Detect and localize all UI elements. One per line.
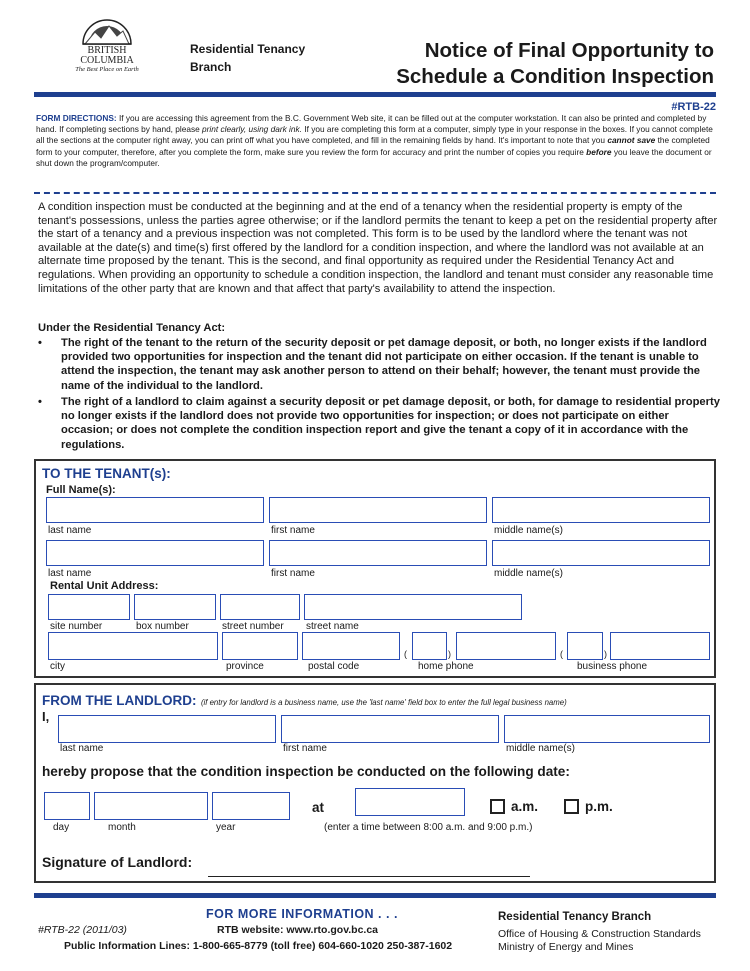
box-number-caption: box number xyxy=(136,621,189,632)
form-directions xyxy=(36,113,716,169)
am-checkbox[interactable] xyxy=(490,799,505,814)
signature-line[interactable] xyxy=(208,876,530,877)
tenant2-middle-name-field[interactable] xyxy=(492,540,710,566)
intro-paragraph: A condition inspection must be conducted at the beginning and at the end of a tenancy when the residential property is empty of the tenant's possessions, unless the parties agree otherwise; or if the landlord permits the tenant to keep a pet on the residential property after the start of a tenancy and a previous inspection was not completed. This form is to be used by the landlord where the tenant was not available at the date(s) and time(s) first offered by the landlord for a condition inspection, and where the landlord was not available at an alternate time proposed by the tenant. This is the second, and final opportunity as required under the Residential Tenancy Act and regulations. When providing an opportunity to schedule a condition inspection, the landlord and tenant must consider any reasonable time limitations of the other party that are known and that affect that party's availability to attend the inspection. xyxy=(38,201,718,295)
business-phone-field[interactable] xyxy=(610,632,710,660)
landlord-note: (if entry for landlord is a business name, use the 'last name' field box to enter the full legal business name) xyxy=(200,698,567,707)
bc-sun-logo-icon xyxy=(81,14,133,46)
tenant-heading: TO THE TENANT(s): xyxy=(42,466,171,481)
tenant1-middle-name-field[interactable] xyxy=(492,497,710,523)
pm-checkbox[interactable] xyxy=(564,799,579,814)
directions-divider xyxy=(34,192,716,194)
propose-statement: hereby propose that the condition inspection be conducted on the following date: xyxy=(42,764,570,779)
am-label: a.m. xyxy=(511,799,539,814)
landlord-section xyxy=(34,683,716,883)
home-phone-caption: home phone xyxy=(418,661,474,672)
street-name-field[interactable] xyxy=(304,594,522,620)
city-field[interactable] xyxy=(48,632,218,660)
landlord-last-name-caption: last name xyxy=(60,743,104,754)
day-caption: day xyxy=(53,822,70,833)
logo-text-british: BRITISH xyxy=(87,45,127,56)
logo-text-columbia: COLUMBIA xyxy=(80,55,134,66)
tenant1-last-name-field[interactable] xyxy=(46,497,264,523)
at-label: at xyxy=(312,800,325,815)
directions-label: FORM DIRECTIONS: xyxy=(36,113,117,123)
signature-label: Signature of Landlord: xyxy=(42,854,193,870)
postal-code-caption: postal code xyxy=(308,661,360,672)
act-bullet-2 xyxy=(38,395,728,455)
street-number-caption: street number xyxy=(222,621,284,632)
year-caption: year xyxy=(216,822,236,833)
business-phone-area-field[interactable] xyxy=(567,632,603,660)
tenant2-first-name-field[interactable] xyxy=(269,540,487,566)
home-area-paren-close: ) xyxy=(448,649,451,659)
header-rule xyxy=(34,92,716,97)
landlord-first-name-caption: first name xyxy=(283,743,327,754)
footer-org-office: Office of Housing & Construction Standards xyxy=(498,928,701,940)
home-area-paren-open: ( xyxy=(404,649,407,659)
title-line-1: Notice of Final Opportunity to xyxy=(424,39,714,62)
directions-text-2: If you are completing this form at a computer, simply type in your response in the boxes. If you cannot complete all the sections at the computer right away, you can print off what you have completed, and fill in the remaining fields by hand. It's important to note that you xyxy=(36,124,713,146)
business-area-paren-close: ) xyxy=(604,649,607,659)
rental-address-label: Rental Unit Address: xyxy=(50,580,159,592)
directions-text-4: you leave the document or shut down the program/computer. xyxy=(36,146,712,168)
province-field[interactable] xyxy=(222,632,298,660)
landlord-heading-row xyxy=(42,692,567,710)
tenant2-middle-name-caption: middle name(s) xyxy=(494,568,563,579)
directions-text-1: If you are accessing this agreement from the B.C. Government Web site, it can be filled out at the computer workstation. It can also be printed and completed by hand. If completing sections by hand, please xyxy=(36,113,707,135)
pm-label: p.m. xyxy=(585,799,613,814)
business-phone-caption: business phone xyxy=(577,661,648,672)
street-number-field[interactable] xyxy=(220,594,300,620)
full-names-label: Full Name(s): xyxy=(46,484,116,496)
landlord-last-name-field[interactable] xyxy=(58,715,276,743)
landlord-middle-name-caption: middle name(s) xyxy=(506,743,575,754)
bullet-text: The right of a landlord to claim against a security deposit or pet damage deposit, or both, for damage to residential property no longer exists if the landlord does not provide two opportunities for inspection; or does not participate on either occasion; or does not complete the condition inspection report and give the tenant a copy of it in accordance with the regulations. xyxy=(61,396,720,451)
page-title xyxy=(396,38,714,90)
site-number-field[interactable] xyxy=(48,594,130,620)
directions-em-3: before xyxy=(586,146,612,157)
bullet-dot: • xyxy=(38,396,42,408)
month-caption: month xyxy=(108,822,136,833)
home-phone-area-field[interactable] xyxy=(412,632,447,660)
act-heading: Under the Residential Tenancy Act: xyxy=(38,322,226,334)
landlord-middle-name-field[interactable] xyxy=(504,715,710,743)
home-phone-field[interactable] xyxy=(456,632,556,660)
inspection-year-field[interactable] xyxy=(212,792,290,820)
province-caption: province xyxy=(226,661,264,672)
tenant2-first-name-caption: first name xyxy=(271,568,315,579)
inspection-time-field[interactable] xyxy=(355,788,465,816)
act-bullet-1 xyxy=(38,336,728,396)
logo-tagline: The Best Place on Earth xyxy=(75,66,139,73)
footer-org-ministry: Ministry of Energy and Mines xyxy=(498,941,634,953)
branch-name xyxy=(190,40,305,76)
form-code-date: #RTB-22 (2011/03) xyxy=(38,924,127,936)
business-area-paren-open: ( xyxy=(560,649,563,659)
bc-logo xyxy=(62,14,152,84)
box-number-field[interactable] xyxy=(134,594,216,620)
directions-text-3: the completed form to your computer, therefore, after you complete the form, make sure you review the form for accuracy and print the number of copies you require xyxy=(36,135,710,157)
tenant1-middle-name-caption: middle name(s) xyxy=(494,525,563,536)
rtb-website[interactable]: RTB website: www.rto.gov.bc.ca xyxy=(217,924,379,936)
inspection-day-field[interactable] xyxy=(44,792,90,820)
bullet-text: The right of the tenant to the return of the security deposit or pet damage deposit, or both, no longer exists if the landlord provided two opportunities for inspection and the tenant did not participate on either occasion. If the tenant is unable to attend the inspection, the tenant may ask another person to attend on their behalf; however, the tenant must provide the name of the individual to the landlord. xyxy=(61,337,707,392)
landlord-heading: FROM THE LANDLORD: xyxy=(42,693,197,708)
tenant1-last-name-caption: last name xyxy=(48,525,92,536)
form-code: #RTB-22 xyxy=(671,101,716,113)
postal-code-field[interactable] xyxy=(302,632,400,660)
branch-line-2: Branch xyxy=(190,60,232,74)
branch-line-1: Residential Tenancy xyxy=(190,42,306,56)
footer-rule xyxy=(34,893,716,898)
time-range-note: (enter a time between 8:00 a.m. and 9:00 p.m.) xyxy=(324,822,533,833)
more-info-heading: FOR MORE INFORMATION . . . xyxy=(206,907,398,921)
inspection-month-field[interactable] xyxy=(94,792,208,820)
tenant2-last-name-field[interactable] xyxy=(46,540,264,566)
city-caption: city xyxy=(50,661,65,672)
directions-em-1: print clearly, using dark ink. xyxy=(202,124,302,135)
footer-org-branch: Residential Tenancy Branch xyxy=(498,911,652,923)
landlord-first-name-field[interactable] xyxy=(281,715,499,743)
public-info-lines: Public Information Lines: 1-800-665-8779 (toll free) 604-660-1020 250-387-1602 xyxy=(64,940,453,952)
directions-em-2: cannot save xyxy=(607,135,656,146)
landlord-i-label: I, xyxy=(42,709,50,724)
bullet-dot: • xyxy=(38,337,42,349)
tenant-section xyxy=(34,459,716,678)
site-number-caption: site number xyxy=(50,621,103,632)
title-line-2: Schedule a Condition Inspection xyxy=(396,65,714,88)
tenant2-last-name-caption: last name xyxy=(48,568,92,579)
tenant1-first-name-field[interactable] xyxy=(269,497,487,523)
tenant1-first-name-caption: first name xyxy=(271,525,315,536)
street-name-caption: street name xyxy=(306,621,359,632)
